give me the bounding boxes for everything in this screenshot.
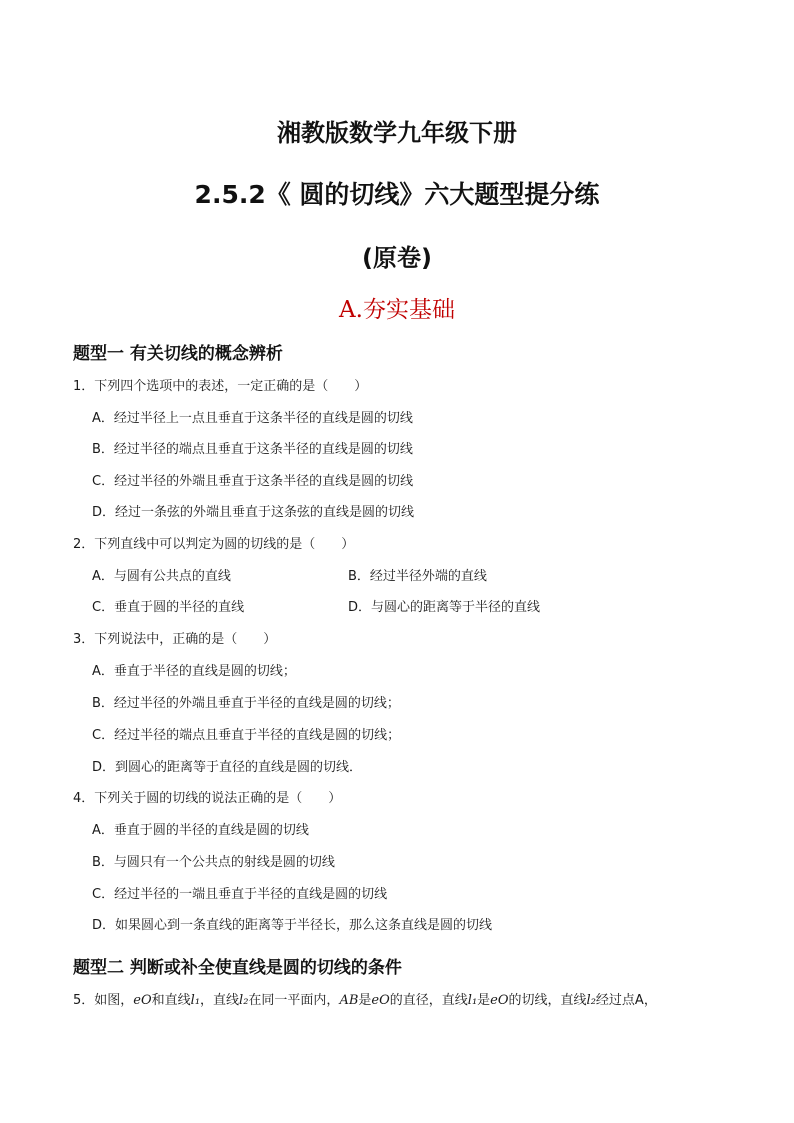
- question-4-option-d: D．如果圆心到一条直线的距离等于半径长，那么这条直线是圆的切线: [92, 918, 493, 933]
- question-5-text: 是: [358, 993, 372, 1008]
- question-5-stem: [73, 993, 657, 1009]
- question-5-text: 经过点A，: [595, 993, 657, 1008]
- question-3-stem: 3．下列说法中，正确的是（ ）: [73, 632, 277, 647]
- segment-ab-symbol: AB: [339, 993, 359, 1008]
- question-type-1-heading: 题型一 有关切线的概念辨析: [73, 344, 283, 364]
- section-label: A.夯实基础: [339, 297, 455, 323]
- question-1-option-b: B．经过半径的端点且垂直于这条半径的直线是圆的切线: [92, 442, 413, 457]
- line-l2-symbol: l₂: [586, 993, 596, 1008]
- question-2-option-b: B．经过半径外端的直线: [348, 569, 487, 584]
- question-1-option-c: C．经过半径的外端且垂直于这条半径的直线是圆的切线: [92, 474, 414, 489]
- document-version-label: (原卷): [362, 244, 432, 272]
- question-1-option-a: A．经过半径上一点且垂直于这条半径的直线是圆的切线: [92, 411, 413, 426]
- question-1-option-d: D．经过一条弦的外端且垂直于这条弦的直线是圆的切线: [92, 505, 415, 520]
- question-5-text: 是: [477, 993, 491, 1008]
- question-5-text: 的切线，直线: [508, 993, 587, 1008]
- question-3-option-c: C．经过半径的端点且垂直于半径的直线是圆的切线；: [92, 728, 401, 743]
- document-title: 湘教版数学九年级下册: [277, 119, 517, 147]
- question-2-option-d: D．与圆心的距离等于半径的直线: [348, 600, 541, 615]
- question-5-text: 在同一平面内，: [248, 993, 340, 1008]
- line-l1-symbol: l₁: [190, 993, 201, 1008]
- question-5-text: 5．如图，: [73, 993, 134, 1008]
- question-4-option-b: B．与圆只有一个公共点的射线是圆的切线: [92, 855, 335, 870]
- question-2-stem: 2．下列直线中可以判定为圆的切线的是（ ）: [73, 537, 355, 552]
- question-4-option-c: C．经过半径的一端且垂直于半径的直线是圆的切线: [92, 887, 388, 902]
- circle-o-symbol: eO: [371, 993, 390, 1008]
- question-5-text: 和直线: [151, 993, 191, 1008]
- question-5-text: 的直径，直线: [389, 993, 468, 1008]
- question-2-option-c: C．垂直于圆的半径的直线: [92, 600, 245, 615]
- question-3-option-b: B．经过半径的外端且垂直于半径的直线是圆的切线；: [92, 696, 400, 711]
- question-4-stem: 4．下列关于圆的切线的说法正确的是（ ）: [73, 791, 342, 806]
- line-l1-symbol: l₁: [467, 993, 478, 1008]
- question-3-option-a: A．垂直于半径的直线是圆的切线；: [92, 664, 296, 679]
- circle-o-symbol: eO: [490, 993, 509, 1008]
- document-subtitle: 2.5.2《 圆的切线》六大题型提分练: [194, 180, 600, 209]
- question-5-text: ，直线: [200, 993, 240, 1008]
- question-2-option-a: A．与圆有公共点的直线: [92, 569, 231, 584]
- question-3-option-d: D．到圆心的距离等于直径的直线是圆的切线．: [92, 760, 363, 775]
- question-4-option-a: A．垂直于圆的半径的直线是圆的切线: [92, 823, 309, 838]
- question-type-2-heading: 题型二 判断或补全使直线是圆的切线的条件: [73, 958, 402, 978]
- question-1-stem: 1．下列四个选项中的表述，一定正确的是（ ）: [73, 379, 368, 394]
- circle-o-symbol: eO: [133, 993, 152, 1008]
- line-l2-symbol: l₂: [239, 993, 249, 1008]
